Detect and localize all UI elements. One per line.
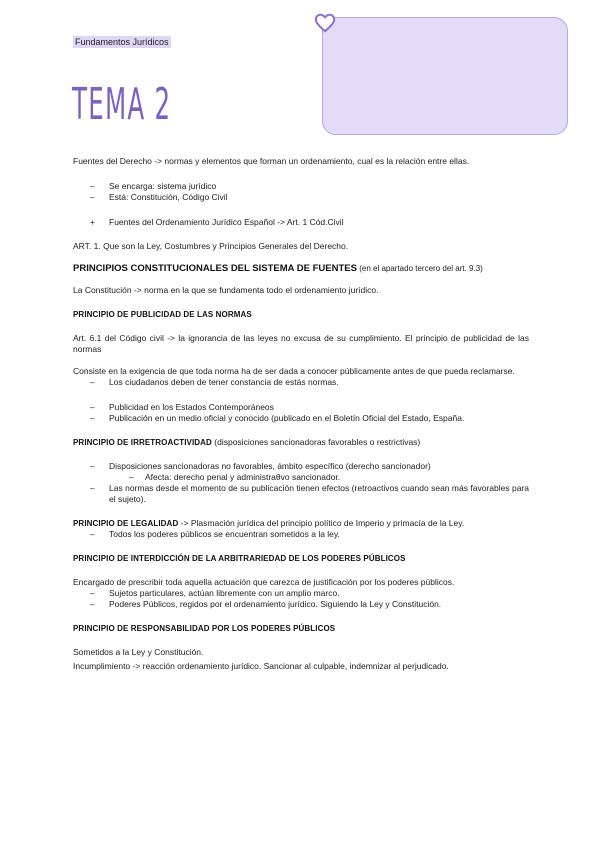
section-heading: PRINCIPIO DE LEGALIDAD [73, 519, 179, 528]
section-principios [73, 263, 529, 274]
list-item: – Sujetos particulares, actúan libremente con un amplio marco. [73, 588, 529, 599]
list-item: – Publicidad en los Estados Contemporáneos [73, 402, 529, 413]
interdiccion-list [73, 588, 529, 610]
paragraph: Art. 6.1 del Código civil -> la ignorancia de las leyes no excusa de su cumplimiento. El principio de publicidad de las normas [73, 333, 529, 354]
intro-list [73, 181, 529, 203]
subject-tag: Fundamentos Jurídicos [75, 37, 169, 47]
section-legalidad [73, 518, 529, 529]
paragraph: Sometidos a la Ley y Constitución. [73, 647, 204, 657]
list-item: – Los ciudadanos deben de tener constancia de estás normas. [73, 377, 529, 388]
list-item: – Publicación en un medio oficial y conocido (publicado en el Boletín Oficial del Estado, España. [73, 413, 529, 424]
list-item: – Poderes Públicos, regidos por el ordenamiento jurídico. Siguiendo la Ley y Constitución. [73, 599, 529, 610]
paragraph: Encargado de prescribir toda aquella actuación que carezca de justificación por los poderes públicos. [73, 577, 455, 587]
list-item: – Las normas desde el momento de su publicación tienen efectos (retroactivos cuando sean más favorables para el sujeto). [73, 483, 529, 505]
constitucion-text: La Constitución -> norma en la que se fundamenta todo el ordenamiento jurídico. [73, 285, 379, 295]
list-item: – Está: Constitución, Código Civil [73, 192, 529, 203]
paragraph: Consiste en la exigencia de que toda norma ha de ser dada a conocer públicamente antes de que pueda reclamarse. [73, 366, 515, 376]
publicidad-list-2 [73, 402, 529, 424]
plus-list [73, 217, 529, 228]
heart-icon [314, 12, 336, 34]
list-item: – Todos los poderes públicos se encuentran sometidos a la ley. [73, 529, 529, 540]
intro-text: Fuentes del Derecho -> normas y elementos que forman un ordenamiento, cual es la relación entre ellas. [73, 156, 470, 166]
note-box [322, 17, 568, 135]
section-heading: PRINCIPIO DE PUBLICIDAD DE LAS NORMAS [73, 310, 252, 319]
list-item: – Disposiciones sancionadoras no favorables, ámbito específico (derecho sancionador) [73, 461, 529, 472]
section-heading-note: (en el apartado tercero del art. 9.3) [356, 264, 483, 273]
legalidad-list [73, 529, 529, 540]
section-heading: PRINCIPIO DE RESPONSABILIDAD POR LOS PODERES PÚBLICOS [73, 624, 336, 633]
list-subitem: – Afecta: derecho penal y administraθvo sancionador. [73, 472, 529, 483]
paragraph: Incumplimiento -> reacción ordenamiento jurídico. Sancionar al culpable, indemnizar al perjudicado. [73, 661, 449, 671]
page-title: TEMA 2 [72, 79, 172, 130]
art1-text: ART. 1. Que son la Ley, Costumbres y Principios Generales del Derecho. [73, 241, 349, 251]
section-heading-note: -> Plasmación jurídica del principio político de Imperio y primacía de la Ley. [178, 518, 465, 528]
list-item: + Fuentes del Ordenamiento Jurídico Español -> Art. 1 Cód.Civil [73, 217, 529, 228]
section-irretroactividad [73, 437, 529, 448]
section-heading: PRINCIPIO DE INTERDICCIÓN DE LA ARBITRARIEDAD DE LOS PODERES PÚBLICOS [73, 554, 406, 563]
section-heading: PRINCIPIO DE IRRETROACTIVIDAD [73, 438, 212, 447]
irretroactividad-list [73, 461, 529, 505]
section-heading: PRINCIPIOS CONSTITUCIONALES DEL SISTEMA DE FUENTES [73, 263, 357, 274]
list-item: – Se encarga: sistema jurídico [73, 181, 529, 192]
section-heading-note: (disposiciones sancionadoras favorables o restrictivas) [211, 437, 421, 447]
publicidad-list-1 [73, 377, 529, 388]
document-body [73, 156, 529, 672]
